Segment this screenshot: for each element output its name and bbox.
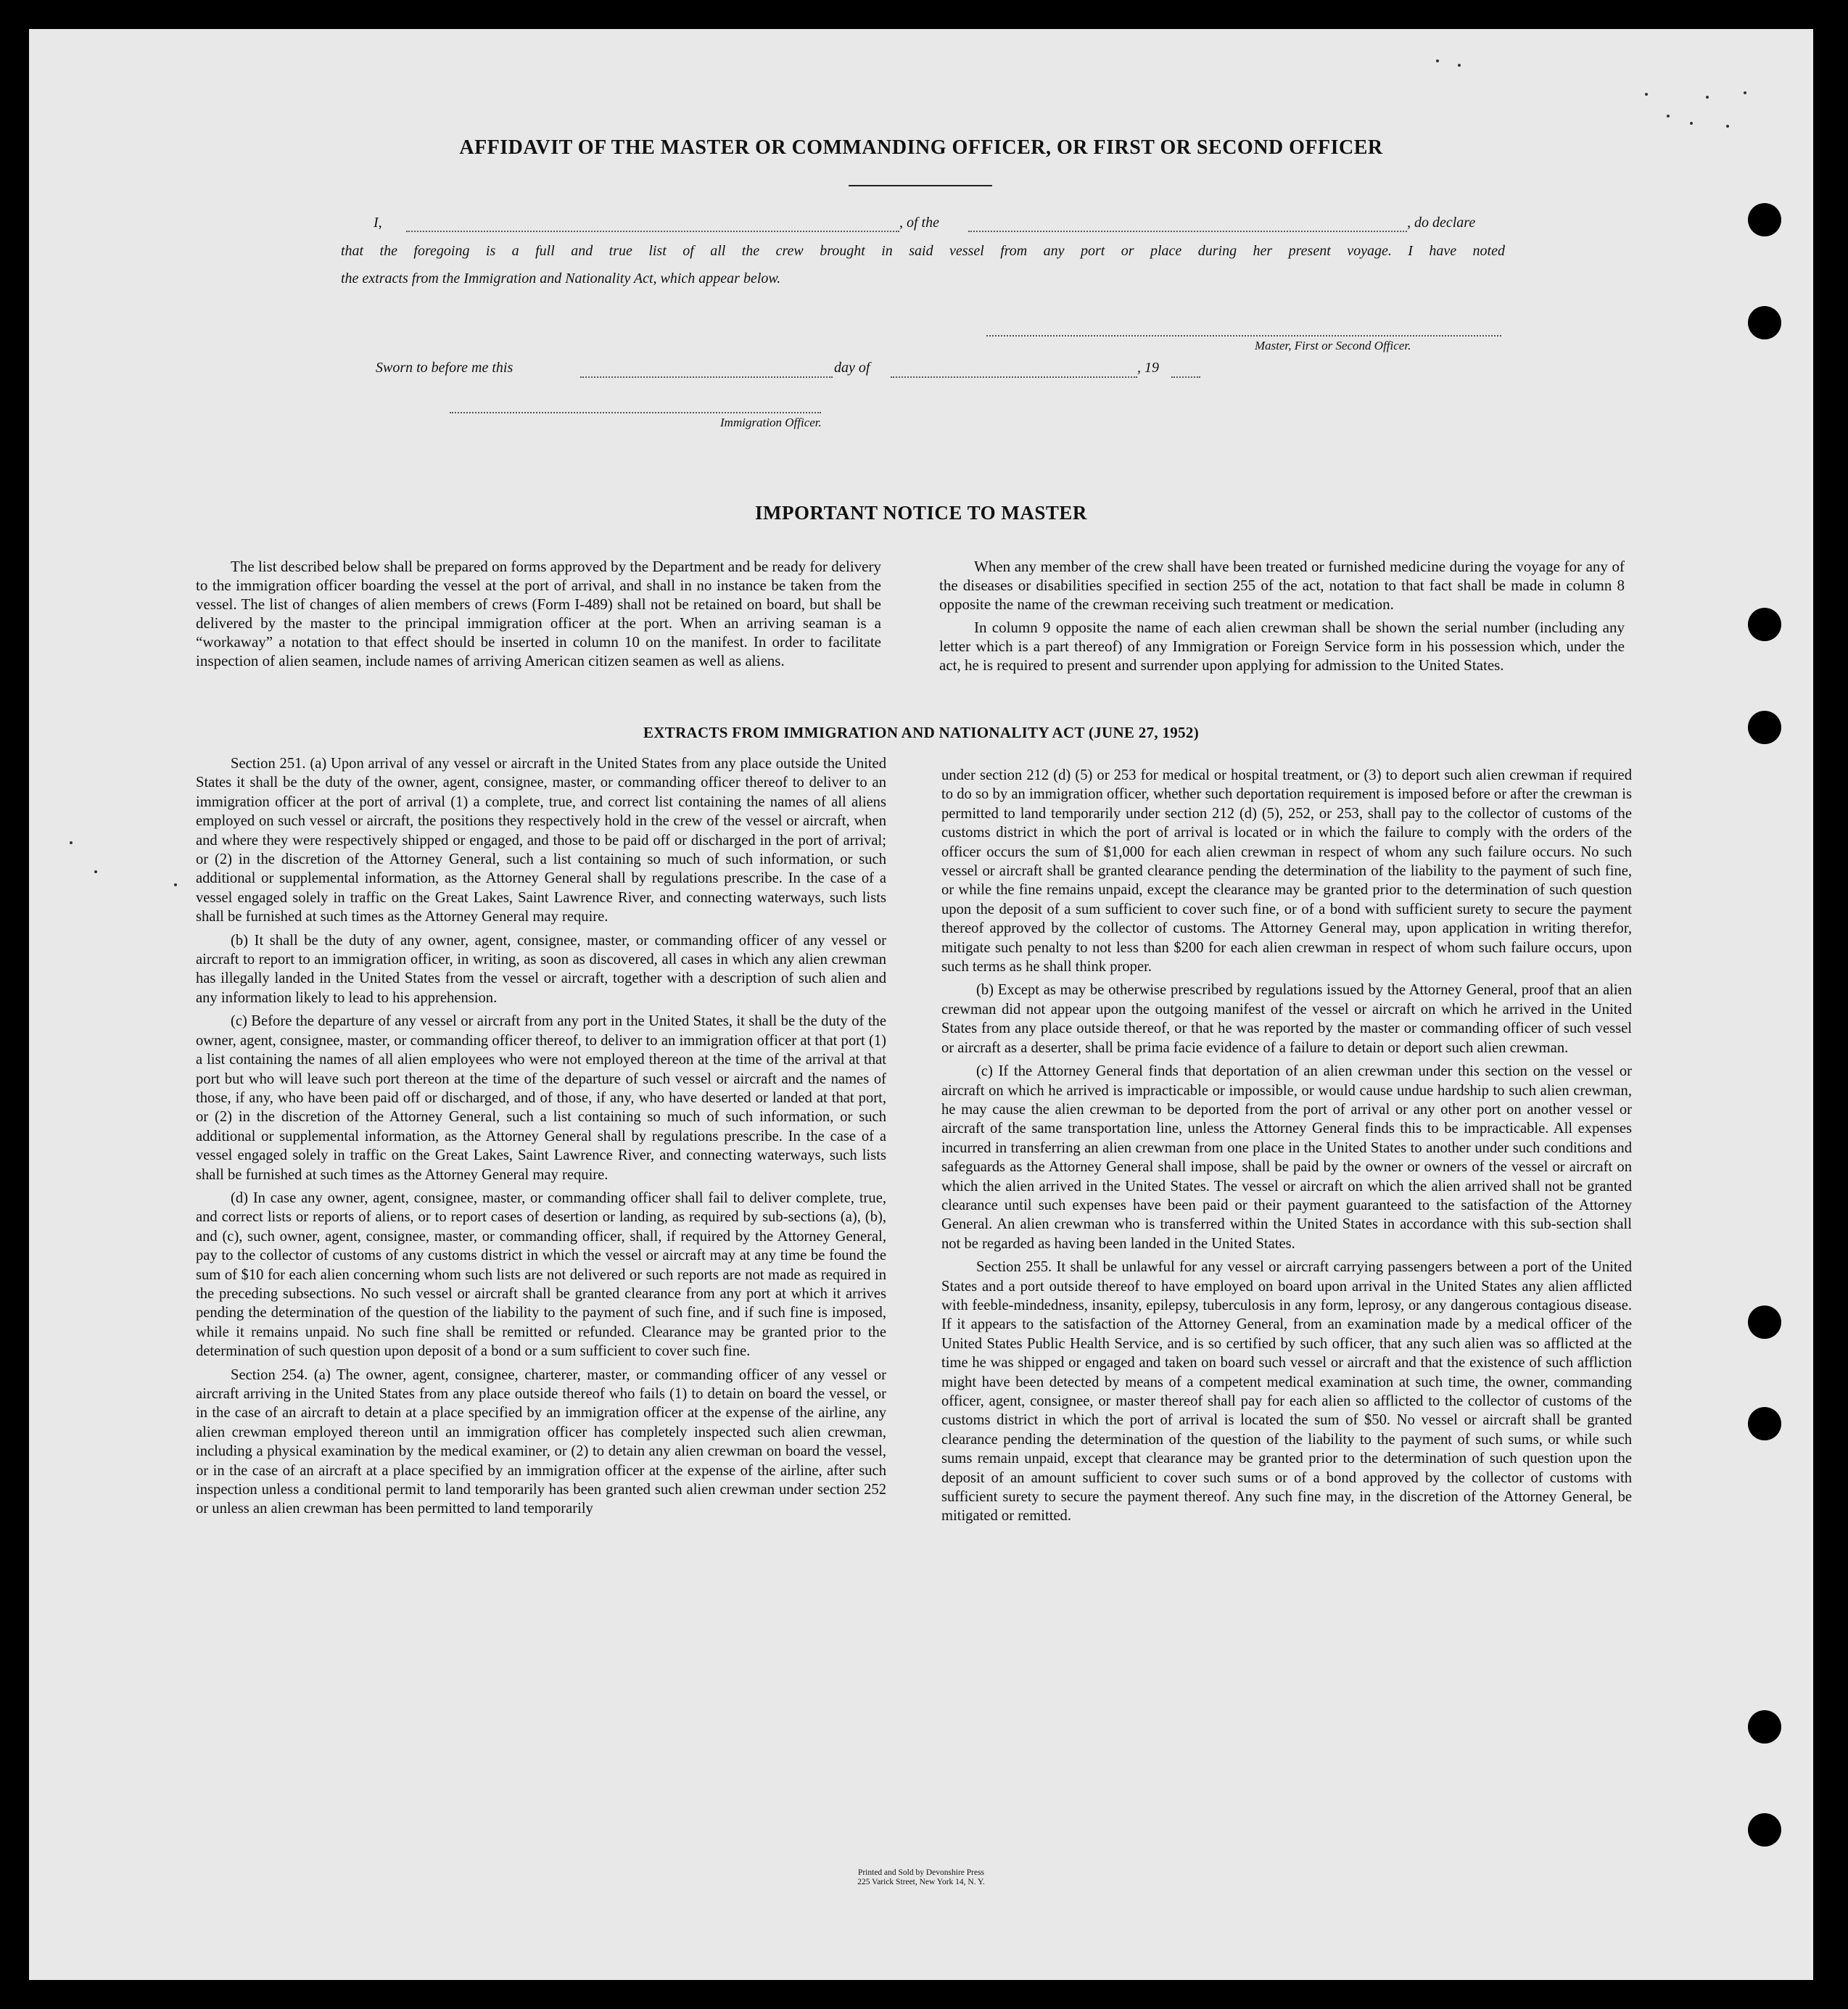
sworn-label: Sworn to before me this — [376, 360, 513, 376]
declare-i: I, — [374, 215, 382, 231]
section-251a: Section 251. (a) Upon arrival of any vessel or aircraft in the United States from any place outside the United States it shall be the duty of the owner, agent, consignee, master, or commanding officer thereof to deliver to an immigration officer at the port of arrival (1) a complete, true, and correct list containing the names of all aliens employed on such vessel or aircraft, the positions they respectively hold in the crew of the vessel or aircraft, when and where they were respectively shipped or engaged, and those to be paid off or discharged in the port of arrival; or (2) in the discretion of the Attorney General, such a list containing so much of such information, or such additional or supplemental information, as the Attorney General shall by regulations prescribe. In the case of a vessel engaged solely in traffic on the Great Lakes, Saint Lawrence River, and connecting waterways, such lists shall be furnished at such times as the Attorney General may require. — [196, 756, 886, 925]
speck — [70, 841, 73, 844]
name-blank[interactable] — [406, 231, 899, 232]
speck — [1706, 96, 1709, 99]
sworn-day-blank[interactable] — [580, 376, 833, 378]
punch-hole — [1748, 1813, 1781, 1847]
title-rule — [849, 185, 992, 186]
footer-line-2: 225 Varick Street, New York 14, N. Y. — [857, 1878, 985, 1886]
speck — [1667, 115, 1670, 117]
master-caption: Master, First or Second Officer. — [1255, 339, 1411, 352]
section-254a: Section 254. (a) The owner, agent, consignee, charterer, master, or commanding officer of any vessel or aircraft arriving in the United States from any place outside thereof who fails (1) to detain on board the vessel, or in the case of an aircraft to detain at a place specified by an immigration officer at the expense of the airline, any alien crewman employed thereon until an immigration officer has completely inspected such alien crewman, including a physical examination by the medical examiner, or (2) to detain any alien crewman on board the vessel, or in the case of an aircraft at a place specified by an immigration officer at the expense of the airline, after such inspection unless a conditional permit to land temporarily has been granted such alien crewman under section 252 or unless an alien crewman has been permitted to land temporarily — [196, 1366, 886, 1517]
punch-hole — [1748, 711, 1781, 744]
speck — [1458, 64, 1461, 67]
extracts-title: EXTRACTS FROM IMMIGRATION AND NATIONALITY ACT (JUNE 27, 1952) — [643, 724, 1199, 741]
declaration-line-3: the extracts from the Immigration and Nationality Act, which appear below. — [341, 271, 781, 286]
sworn-month-blank[interactable] — [891, 376, 1137, 378]
officer-caption: Immigration Officer. — [720, 416, 822, 429]
section-255: Section 255. It shall be unlawful for any vessel or aircraft carrying passengers between a port of the United States and a port outside thereof to have employed on board upon arrival in the United States any alien afflicted with feeble-mindedness, insanity, epilepsy, tuberculosis in any form, leprosy, or any dangerous contagious disease. If it appears to the satisfaction of the Attorney General, from an examination made by a medical officer of the United States Public Health Service, and is so certified by such officer, that any such alien was so afflicted at the time he was shipped or engaged and taken on board such vessel or aircraft and that the existence of such affliction might have been detected by means of a competent medical examination at such time, the owner, commanding officer, agent, consignee, or master thereof shall pay for each alien so afflicted to the collector of customs of the customs district in which the port of arrival is located the sum of $50. No vessel or aircraft shall be granted clearance pending the determination of the question of the liability to the payment of such sums, or while such sums remain unpaid, except that clearance may be granted prior to the determination of such question upon the deposit of an amount sufficient to cover such sums or of a bond approved by the collector of customs with sufficient surety to secure the payment thereof. Any such fine may, in the discretion of the Attorney General, be mitigated or remitted. — [941, 1259, 1632, 1525]
vessel-blank[interactable] — [968, 231, 1407, 232]
speck — [1645, 93, 1648, 96]
punch-hole — [1748, 1305, 1781, 1339]
extracts-right-column — [941, 766, 1632, 1526]
officer-signature-line[interactable] — [450, 412, 821, 413]
speck — [1726, 125, 1729, 128]
speck — [174, 883, 177, 886]
declare-end: , do declare — [1407, 215, 1476, 231]
section-254b: (b) Except as may be otherwise prescribed by regulations issued by the Attorney General, proof that an alien crewman did not appear upon the outgoing manifest of the vessel or aircraft on which he arrived in the United States from any place outside thereof, or that he was reported by the master or commanding officer of such vessel or aircraft as a deserter, shall be prima facie evidence of a failure to detain or deport such alien crewman. — [941, 982, 1632, 1056]
extracts-left-column — [196, 754, 886, 1519]
section-254a-cont: under section 212 (d) (5) or 253 for medical or hospital treatment, or (3) to deport such alien crewman if required to do so by an immigration officer, whether such deportation requirement is imposed before or after the crewman is permitted to land temporarily under section 212 (d) (5), 252, or 253, shall pay to the collector of customs of the customs district in which the port of arrival is located or in which the failure to comply with the orders of the officer occurs the sum of $1,000 for each alien crewman in respect of whom any such failure occurs. No such vessel or aircraft shall be granted clearance pending the determination of the liability to the payment of such fine, or while the fine remains unpaid, except the clearance may be granted prior to the determination of such question upon the deposit of a sum sufficient to cover such fine, or of a bond with sufficient surety to secure the payment thereof approved by the collector of customs. The Attorney General may, upon application in writing therefor, mitigate such penalty to not less than $200 for each alien crewman in respect of whom such failure occurs, upon such terms as he shall think proper. — [941, 767, 1632, 975]
notice-left-column — [196, 557, 881, 670]
footer-line-1: Printed and Sold by Devonshire Press — [857, 1868, 985, 1877]
section-251d: (d) In case any owner, agent, consignee, master, or commanding officer shall fail to deliver complete, true, and correct lists or reports of aliens, or to report cases of desertion or landing, as required by sub-sections (a), (b), and (c), such owner, agent, consignee, master, or commanding officer, shall, if required by the Attorney General, pay to the collector of customs of any customs district in which the vessel or aircraft may at any time be found the sum of $10 for each alien concerning whom such lists are not delivered or such reports are not made as required in the preceding subsections. No such vessel or aircraft shall be granted clearance from any port at which it arrives pending the determination of the question of the liability to the payment of such fine, and if such fine is imposed, while it remains unpaid. No such fine shall be remitted or refunded. Clearance may be granted prior to the determination of such question upon deposit of a bond or a sum sufficient to cover such fine. — [196, 1189, 886, 1360]
section-254c: (c) If the Attorney General finds that deportation of an alien crewman under this section on the vessel or aircraft on which he arrived is impracticable or impossible, or would cause undue hardship to such alien crewman, he may cause the alien crewman to be deported from the port of arrival or any other port on another vessel or aircraft of the same transportation line, unless the Attorney General finds this to be impracticable. All expenses incurred in transferring an alien crewman from one place in the United States to another under such conditions and safeguards as the Attorney General shall impose, shall be paid by the owner or owners of the vessel or aircraft on which the alien arrived in the United States. The vessel or aircraft on which the alien arrived shall not be granted clearance until such expenses have been paid or their payment guaranteed to the satisfaction of the Attorney General. An alien crewman who is transferred within the United States in accordance with this sub-section shall not be regarded as having been landed in the United States. — [941, 1063, 1632, 1252]
notice-title: IMPORTANT NOTICE TO MASTER — [755, 502, 1087, 524]
speck — [1436, 59, 1439, 62]
punch-hole — [1748, 203, 1781, 236]
declare-of-the: , of the — [899, 215, 939, 231]
section-251c: (c) Before the departure of any vessel or aircraft from any port in the United States, it shall be the duty of the owner, agent, consignee, master, or commanding officer thereof, to deliver to an immigration officer at that port (1) a list containing the names of all alien employees who were not employed thereon at the time of the arrival at that port but who will leave such port thereon at the time of the departure of such vessel or aircraft and the names of those, if any, who have been paid off or discharged, and of those, if any, who have deserted or landed at that port, or (2) in the discretion of the Attorney General, such a list containing so much of such information, or such additional or supplemental information, as the Attorney General shall by regulations prescribe. In the case of a vessel engaged solely in traffic on the Great Lakes, Saint Lawrence River, and connecting waterways, such lists shall be furnished at such times as the Attorney General may require. — [196, 1013, 886, 1183]
declaration-line-2: that the foregoing is a full and true list of all the crew brought in said vessel from any port or place during her present voyage. I have noted — [341, 243, 1505, 259]
printer-footer — [29, 1868, 1813, 1887]
notice-paragraph: When any member of the crew shall have been treated or furnished medicine during the voyage for any of the diseases or disabilities specified in section 255 of the act, notation to that fact shall be made in column 8 opposite the name of the crewman receiving such treatment or medication. — [939, 558, 1625, 613]
affidavit-title: AFFIDAVIT OF THE MASTER OR COMMANDING OFFICER, OR FIRST OR SECOND OFFICER — [459, 136, 1383, 159]
sworn-year-blank[interactable] — [1171, 376, 1200, 378]
punch-hole — [1748, 608, 1781, 641]
punch-hole — [1748, 1407, 1781, 1440]
speck — [1744, 91, 1746, 94]
master-signature-line[interactable] — [986, 335, 1501, 337]
punch-hole — [1748, 1710, 1781, 1744]
speck — [94, 870, 97, 873]
punch-hole — [1748, 306, 1781, 339]
notice-paragraph: The list described below shall be prepared on forms approved by the Department and be ready for delivery to the immigration officer boarding the vessel at the port of arrival, and shall in no instance be taken from the vessel. The list of changes of alien members of crews (Form I-489) shall not be retained on board, but shall be delivered by the master to the principal immigration officer at the port. When an arriving seaman is a “workaway” a notation to that effect should be inserted in column 10 on the manifest. In order to facilitate inspection of alien seamen, include names of arriving American citizen seamen as well as aliens. — [196, 558, 881, 669]
document-page — [29, 29, 1813, 1980]
notice-right-column — [939, 557, 1625, 675]
notice-paragraph: In column 9 opposite the name of each alien crewman shall be shown the serial number (including any letter which is a part thereof) of any Immigration or Foreign Service form in his possession which, under the act, he is required to present and surrender upon applying for admission to the United States. — [939, 619, 1625, 674]
day-of-label: day of — [834, 360, 870, 376]
speck — [1690, 122, 1693, 125]
section-251b: (b) It shall be the duty of any owner, agent, consignee, master, or commanding officer of any vessel or aircraft to report to an immigration officer, in writing, as soon as discovered, all cases in which any alien crewman has illegally landed in the United States from the vessel or aircraft, together with a description of such alien and any information likely to lead to his apprehension. — [196, 932, 886, 1006]
year-label: , 19 — [1137, 360, 1159, 376]
